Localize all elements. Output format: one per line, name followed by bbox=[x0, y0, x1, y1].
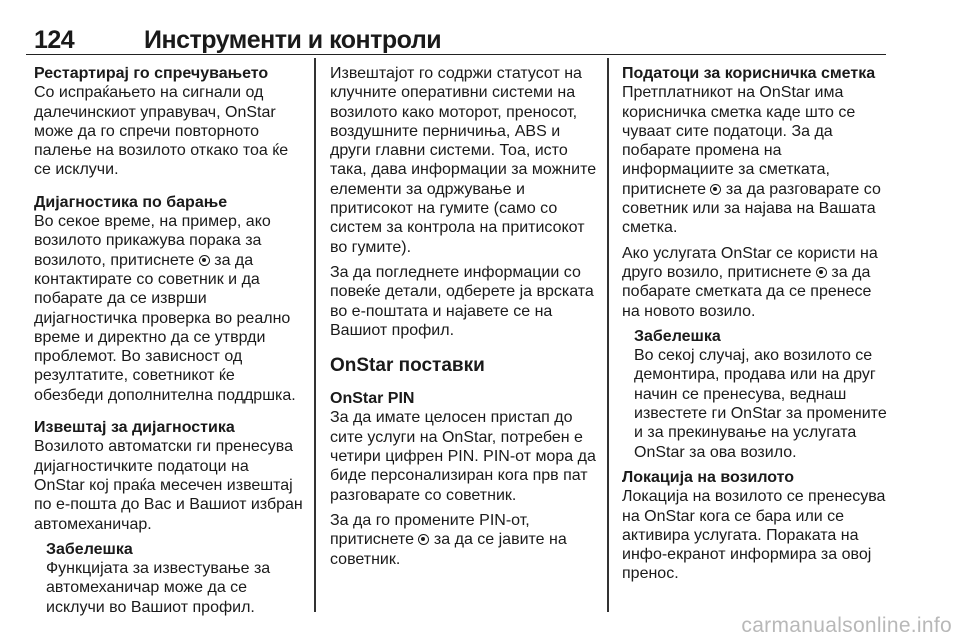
text-line: воздушните перничиња, ABS и bbox=[330, 122, 561, 140]
onstar-button-icon bbox=[816, 267, 827, 278]
text-line: исклучи во Вашиот профил. bbox=[46, 598, 255, 616]
text-line: автомеханичар. bbox=[34, 515, 152, 533]
text-line: побарате да се изврши bbox=[34, 290, 207, 308]
text-line: контактирате со советник и да bbox=[34, 270, 260, 288]
text-line: сите услуги на OnStar, потребен е bbox=[330, 428, 583, 446]
text-line: Во секое време, на пример, ако bbox=[34, 213, 271, 231]
text-line: далечинскиот управувач, OnStar bbox=[34, 103, 276, 121]
text-line: на OnStar кога се бара или се bbox=[622, 507, 845, 525]
text-line: време и директно да се утврди bbox=[34, 328, 266, 346]
onstar-button-icon bbox=[418, 534, 429, 545]
text-line: повеќе детали, одберете ја врската bbox=[330, 283, 594, 301]
section-heading: Дијагностика по барање bbox=[34, 193, 228, 211]
text-line: во е-поштата и најавете се на bbox=[330, 302, 553, 320]
text-line: советник или за најава на Вашата bbox=[622, 200, 876, 218]
text-line: OnStar кој праќа месечен извештај bbox=[34, 476, 293, 494]
text-line: информациите за сметката, bbox=[622, 161, 830, 179]
text-line: возилото прикажува порака за bbox=[34, 232, 262, 250]
page-header bbox=[26, 22, 886, 55]
text-line bbox=[622, 263, 890, 282]
column-divider bbox=[314, 58, 316, 612]
section-heading: Податоци за корисничка сметка bbox=[622, 65, 876, 82]
text-line: проблемот. Во зависност од bbox=[34, 348, 243, 366]
note-box bbox=[34, 540, 304, 617]
text-line: притисокот на гумите (само со bbox=[330, 200, 558, 218]
text-line bbox=[34, 251, 304, 270]
text-line: автомеханичар може да се bbox=[46, 579, 248, 597]
text-line: се исклучи. bbox=[34, 161, 119, 179]
text-fragment: за да се јавите на bbox=[433, 531, 567, 549]
text-line: така, дава информации за можните bbox=[330, 161, 597, 179]
text-fragment: притиснете bbox=[622, 180, 707, 198]
text-line: Со испраќањето на сигнали од bbox=[34, 84, 264, 102]
text-line: корисничка сметка каде што се bbox=[622, 103, 856, 121]
text-line bbox=[622, 180, 890, 199]
text-line: дијагностичка проверка во реално bbox=[34, 309, 291, 327]
text-line: четири цифрен PIN. PIN-от мора да bbox=[330, 448, 596, 466]
text-fragment: за да разговарате со bbox=[725, 180, 881, 198]
text-line: чуваат сите податоци. За да bbox=[622, 122, 833, 140]
text-line: известете ги OnStar за промените bbox=[634, 405, 887, 423]
text-fragment: за да bbox=[831, 263, 871, 281]
text-line: OnStar за ова возило. bbox=[634, 443, 797, 461]
column-right bbox=[622, 64, 890, 614]
section-title: OnStar поставки bbox=[330, 355, 485, 377]
text-line: демонтира, продава или на друг bbox=[634, 366, 876, 384]
watermark: carmanualsonline.info bbox=[741, 614, 952, 637]
text-line: За да погледнете информации со bbox=[330, 263, 581, 281]
text-line: палење на возилото откако тоа ќе bbox=[34, 142, 289, 160]
section-heading: Локација на возилото bbox=[622, 468, 795, 486]
text-line: резултатите, советникот ќе bbox=[34, 367, 235, 385]
text-line: Во секој случај, ако возилото се bbox=[634, 347, 873, 365]
text-line: инфо-екранот информира за овој bbox=[622, 546, 872, 564]
text-line: Функцијата за известување за bbox=[46, 560, 271, 578]
text-line: други главни системи. Тоа, исто bbox=[330, 142, 568, 160]
section-heading: OnStar PIN bbox=[330, 390, 415, 408]
text-line: систем за контрола на притисокот bbox=[330, 219, 585, 237]
text-line: За да го промените PIN-от, bbox=[330, 511, 530, 529]
page-number: 124 bbox=[34, 26, 75, 54]
text-line: и за прекинување на услугата bbox=[634, 424, 857, 442]
text-line: За да имате целосен пристап до bbox=[330, 409, 573, 427]
text-line: Извештајот го содржи статусот на bbox=[330, 65, 582, 82]
text-line: активира услугата. Пораката на bbox=[622, 526, 859, 544]
column-divider bbox=[607, 58, 609, 612]
text-line: возилото како моторот, преносот, bbox=[330, 103, 578, 121]
column-left bbox=[34, 64, 304, 614]
text-line: побарате сметката да се пренесе bbox=[622, 283, 872, 301]
text-line: Локација на возилото се пренесува bbox=[622, 488, 886, 506]
text-fragment: за да bbox=[214, 251, 254, 269]
section-heading: Рестартирај го спречувањето bbox=[34, 65, 269, 82]
text-line: Претплатникот на OnStar има bbox=[622, 84, 844, 102]
text-line: елементи за одржување и bbox=[330, 180, 525, 198]
text-line: биде персонализиран кога прв пат bbox=[330, 467, 588, 485]
text-line: Возилото автоматски ги пренесува bbox=[34, 438, 294, 456]
text-line: Вашиот профил. bbox=[330, 321, 455, 339]
text-line: Ако услугата OnStar се користи на bbox=[622, 244, 878, 262]
text-line: дијагностичките податоци на bbox=[34, 457, 249, 475]
text-line: побарате промена на bbox=[622, 142, 782, 160]
section-heading: Извештај за дијагностика bbox=[34, 419, 235, 437]
text-line: по е-пошта до Вас и Вашиот избран bbox=[34, 496, 303, 514]
text-line: разговарате со советник. bbox=[330, 486, 517, 504]
text-fragment: притиснете bbox=[330, 531, 415, 549]
note-title: Забелешка bbox=[46, 540, 133, 558]
text-fragment: возилото, притиснете bbox=[34, 251, 195, 269]
column-middle bbox=[330, 64, 598, 614]
chapter-title: Инструменти и контроли bbox=[144, 26, 442, 54]
note-box bbox=[622, 327, 890, 462]
text-line: на новото возило. bbox=[622, 302, 756, 320]
text-line: советник. bbox=[330, 550, 401, 568]
text-line: начин се пренесува, веднаш bbox=[634, 385, 847, 403]
text-line: во гумите). bbox=[330, 238, 412, 256]
text-line: пренос. bbox=[622, 565, 679, 583]
text-line bbox=[330, 530, 598, 549]
onstar-button-icon bbox=[710, 184, 721, 195]
onstar-button-icon bbox=[199, 255, 210, 266]
text-line: клучните оперативни системи на bbox=[330, 84, 576, 102]
text-line: сметка. bbox=[622, 219, 678, 237]
text-line: обезбеди дополнителна поддршка. bbox=[34, 386, 296, 404]
note-title: Забелешка bbox=[634, 327, 721, 345]
text-line: може да го спречи повторното bbox=[34, 122, 260, 140]
text-fragment: друго возило, притиснете bbox=[622, 263, 812, 281]
